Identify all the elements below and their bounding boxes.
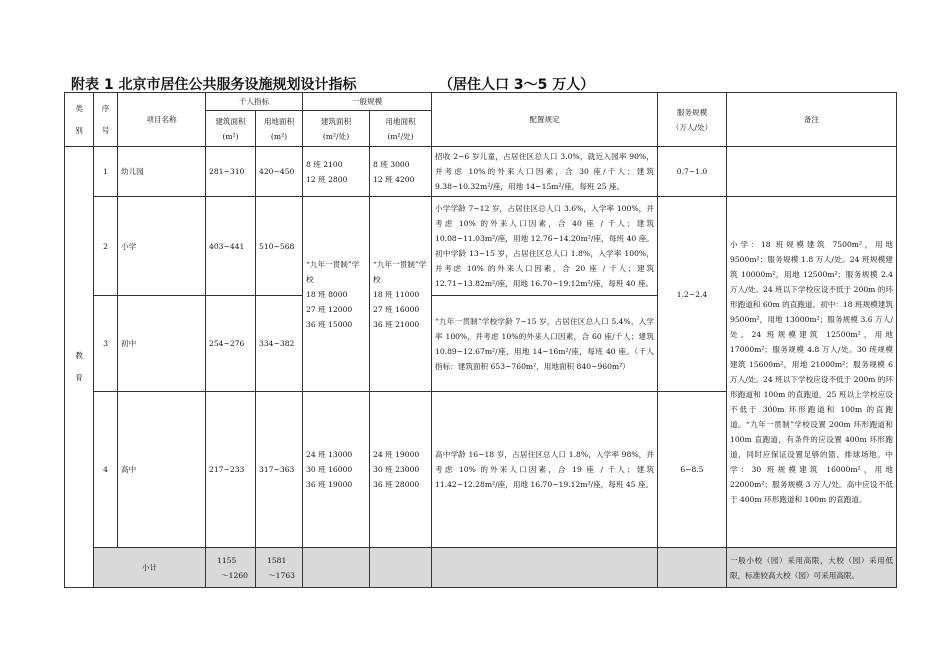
subtotal-remarks: 一般小校（园）采用高限，大校（园）采用低限，标准较高大校（园）可采用高限。 [727,548,897,588]
subtotal-empty [658,548,727,588]
header-scale-build: 建筑面积 (m²/处) [303,111,370,147]
header-seq: 序 号 [94,93,118,147]
scale-land: 8 班 3000 12 班 4200 [370,147,432,197]
item-name: 初中 [118,296,206,392]
build-per-thousand: 254~276 [206,296,256,392]
seq-cell: 1 [94,147,118,197]
subtotal-build: 1155 ～1260 [206,548,256,588]
header-general-scale: 一般规模 [303,93,432,111]
build-per-thousand: 403~441 [206,197,256,296]
land-per-thousand: 334~382 [256,296,303,392]
build-per-thousand: 281~310 [206,147,256,197]
subtotal-empty [432,548,658,588]
facility-indicator-table [64,92,897,588]
seq-cell: 3 [94,296,118,392]
population-note: （居住人口 3～5 万人） [439,77,595,93]
category-education: 教 育 [65,147,94,588]
config-text: 高中学龄 16~18 岁，占居住区总人口 1.8%，入学率 98%，并考虑 10% 的外来人口因素，合 19 座 / 千人；建筑 11.42~12.28m²/座，用地 16.70~19.12m²/座，每班 45 座。 [432,392,658,548]
scale-build: 8 班 2100 12 班 2800 [303,147,370,197]
service-scale: 6~8.5 [658,392,727,548]
school-service-scale: 1.2~2.4 [658,197,727,392]
seq-cell: 4 [94,392,118,548]
subtotal-empty [303,548,370,588]
build-per-thousand: 217~233 [206,392,256,548]
header-config: 配置规定 [432,93,658,147]
header-build-area: 建筑面积 (m²) [206,111,256,147]
subtotal-land: 1581 ～1763 [256,548,303,588]
subtotal-label: 小计 [94,548,206,588]
header-category: 类 别 [65,93,94,147]
header-remarks: 备注 [727,93,897,147]
table-row-kindergarten [65,147,897,197]
header-land-area: 用地面积 (m²) [256,111,303,147]
subtotal-empty [370,548,432,588]
school-scale-land: “九年一贯制”学校 18 班 11000 27 班 16000 36 班 21000 [370,197,432,392]
scale-land: 24 班 19000 30 班 23000 36 班 28000 [370,392,432,548]
item-name: 高中 [118,392,206,548]
table-title [71,74,595,94]
table-row-subtotal [65,548,897,588]
config-text: 小学学龄 7~12 岁，占居住区总人口 3.6%，入学率 100%，并考虑 10% 的外来人口因素，合 40 座 / 千人；建筑 10.08~11.03m²/座，用地 12.76~14.20m²/座，每班 40 座。初中学龄 13~15 岁，占居住区总人口 1.8%，入学率 100%，并考虑 10% 的外来人口因素，合 20 座 / 千人；建筑 12.71~13.82m²/座，用地 16.70~19.12m²/座，每班 40 座。 [432,197,658,296]
header-service: 服务规模 （万人/处） [658,93,727,147]
scale-build: 24 班 13000 30 班 16000 36 班 19000 [303,392,370,548]
land-per-thousand: 510~568 [256,197,303,296]
item-name: 幼儿园 [118,147,206,197]
school-remarks: 小学：18 班规模建筑 7500m²，用地 9500m²；服务规模 1.8 万人/处。24 班规模建筑 10000m²，用地 12500m²；服务规模 2.4 万人/处。24 班以下学校应设不低于 200m 的环形跑道和 60m 的直跑道。初中：18 班规模建筑 9500m²，用地 13000m²；服务规模 3.6 万人/处。24 班规模建筑 12500m²，用地 17000m²；服务规模 4.8 万人/处。30 班规模建筑 15600m²，用地 21000m²；服务规模 6 万人/处。24 班以下学校应设不低于 200m 的环形跑道和 100m 的直跑道，25 班以上学校应设不低于 300m 环形跑道和 100m 的直跑道。“九年一贯制”学校设置 200m 环形跑道和 100m 直跑道，有条件的应设置 400m 环形跑道，同时应保证设置足够的篮、排球场地。中学：30 班规模建筑 16000m²，用地 22000m²；服务规模 3 万人/处。高中应设不低于 400m 环形跑道和 100m 的直跑道。 [727,197,897,548]
service-scale: 0.7~1.0 [658,147,727,197]
table-row-primary [65,197,897,296]
remarks-cell [727,147,897,197]
config-text: “九年一贯制”学校学龄 7~15 岁，占居住区总人口 5.4%，入学率 100%，并考虑 10%的外来人口因素，合 60 座/千人；建筑 10.89~12.67m²/座，用地 14~16m²/座，每班 40 座。（千人指标：建筑面积 653~760m²，用地面积 840~960m²） [432,296,658,392]
school-scale-build: “九年一贯制”学校 18 班 8000 27 班 12000 36 班 15000 [303,197,370,392]
land-per-thousand: 317~363 [256,392,303,548]
config-text: 招收 2~6 岁儿童，占居住区总人口 3.0%，就近入园率 90%，并考虑 10%的外来人口因素，合 30 座/千人；建筑 9.38~10.32m²/座，用地 14~15m²/座，每班 25 座。 [432,147,658,197]
header-per-thousand: 千人指标 [206,93,303,111]
header-item: 项目名称 [118,93,206,147]
header-row-1 [65,93,897,111]
table-title-main: 附表 1 北京市居住公共服务设施规划设计指标 [71,77,357,93]
land-per-thousand: 420~450 [256,147,303,197]
item-name: 小学 [118,197,206,296]
seq-cell: 2 [94,197,118,296]
header-scale-land: 用地面积 (m²/处) [370,111,432,147]
